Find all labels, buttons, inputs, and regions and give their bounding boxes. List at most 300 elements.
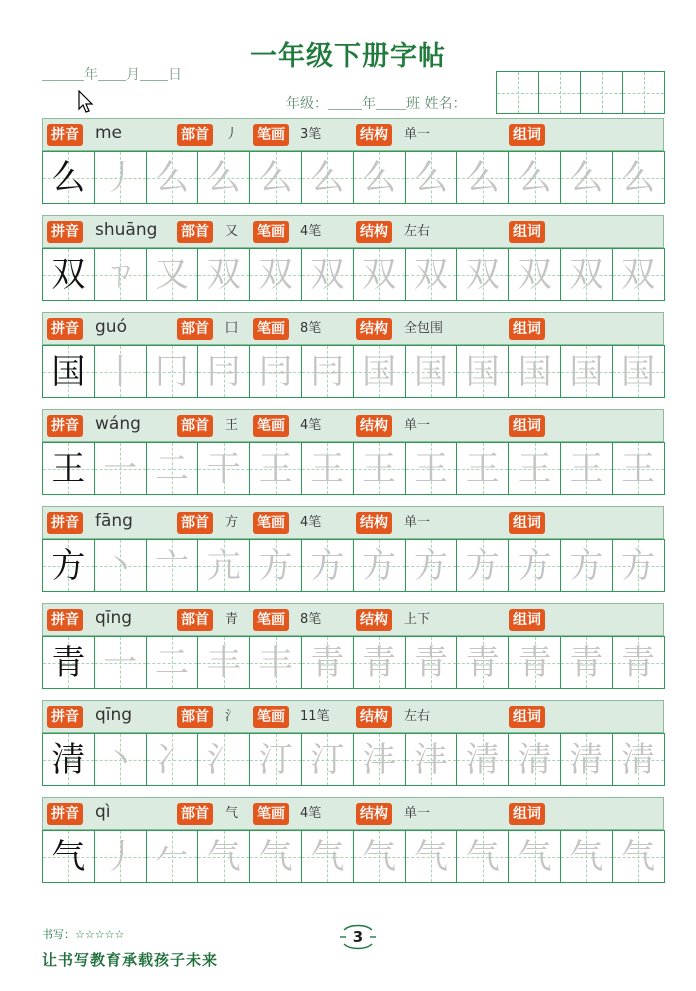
strokes-tag: 笔画 xyxy=(253,318,289,340)
writing-grid xyxy=(42,539,665,592)
page-number xyxy=(336,922,380,952)
character-info-bar xyxy=(42,215,664,248)
writing-grid xyxy=(42,151,665,204)
trace-character: 么 xyxy=(413,157,448,198)
trace-cell[interactable] xyxy=(561,248,613,301)
trace-character: 么 xyxy=(569,157,604,198)
trace-character: 国 xyxy=(413,351,448,392)
trace-character: 氵 xyxy=(206,739,241,780)
trace-cell[interactable] xyxy=(406,733,458,786)
strokes-value: 4笔 xyxy=(300,515,322,530)
trace-cell[interactable] xyxy=(250,539,302,592)
date-month-label: 月 xyxy=(126,67,140,83)
trace-character: 么 xyxy=(362,157,397,198)
trace-cell[interactable] xyxy=(509,636,561,689)
trace-character: 方 xyxy=(569,545,604,586)
pinyin-tag: 拼音 xyxy=(47,609,83,631)
trace-cell[interactable] xyxy=(613,539,665,592)
structure-value: 单一 xyxy=(404,418,431,433)
strokes-tag: 笔画 xyxy=(253,124,289,146)
pinyin-value: qì xyxy=(95,802,111,822)
class-label: 班 xyxy=(406,96,420,112)
trace-cell[interactable] xyxy=(95,442,147,495)
page-title: 一年级下册字帖 xyxy=(250,41,446,72)
trace-character: 王 xyxy=(362,448,397,489)
trace-character: 二 xyxy=(154,642,189,683)
trace-character: 么 xyxy=(206,157,241,198)
model-character-cell xyxy=(43,733,95,786)
radical-tag: 部首 xyxy=(177,318,213,340)
trace-cell[interactable] xyxy=(95,539,147,592)
trace-cell[interactable] xyxy=(613,345,665,398)
trace-cell[interactable] xyxy=(302,151,354,204)
trace-cell[interactable] xyxy=(509,248,561,301)
trace-character: 丶 xyxy=(103,739,138,780)
trace-character: 么 xyxy=(517,157,552,198)
trace-character: 丿 xyxy=(103,157,138,198)
trace-cell[interactable] xyxy=(354,442,406,495)
page-number-text: 3 xyxy=(352,928,364,946)
model-character: 清 xyxy=(51,739,86,780)
trace-character: 冃 xyxy=(206,351,241,392)
trace-character: 气 xyxy=(206,836,241,877)
trace-cell[interactable] xyxy=(302,442,354,495)
character-row xyxy=(42,603,664,700)
radical-tag: 部首 xyxy=(177,124,213,146)
trace-cell[interactable] xyxy=(509,345,561,398)
model-character: 国 xyxy=(51,351,86,392)
structure-tag: 结构 xyxy=(356,512,392,534)
trace-cell[interactable] xyxy=(250,830,302,883)
pinyin-value: wáng xyxy=(95,414,141,434)
trace-character: 双 xyxy=(569,254,604,295)
trace-cell[interactable] xyxy=(457,539,509,592)
trace-cell[interactable] xyxy=(95,248,147,301)
trace-cell[interactable] xyxy=(354,830,406,883)
trace-cell[interactable] xyxy=(250,636,302,689)
trace-cell[interactable] xyxy=(250,248,302,301)
trace-cell[interactable] xyxy=(561,539,613,592)
trace-character: 双 xyxy=(310,254,345,295)
pinyin-tag: 拼音 xyxy=(47,124,83,146)
model-character: 双 xyxy=(51,254,86,295)
date-line xyxy=(42,64,182,84)
trace-cell[interactable] xyxy=(457,345,509,398)
structure-value: 单一 xyxy=(404,127,431,142)
pinyin-tag: 拼音 xyxy=(47,706,83,728)
trace-cell[interactable] xyxy=(457,733,509,786)
radical-value: 青 xyxy=(225,612,239,627)
trace-cell[interactable] xyxy=(95,151,147,204)
trace-character: 冂 xyxy=(154,351,189,392)
trace-character: 气 xyxy=(413,836,448,877)
radical-value: 囗 xyxy=(225,321,239,336)
student-info xyxy=(286,93,466,113)
model-character: 方 xyxy=(51,545,86,586)
trace-cell[interactable] xyxy=(561,345,613,398)
trace-character: 方 xyxy=(517,545,552,586)
trace-cell[interactable] xyxy=(95,830,147,883)
words-tag: 组词 xyxy=(509,512,545,534)
grade-blank[interactable] xyxy=(328,95,362,110)
character-row xyxy=(42,506,664,603)
name-box[interactable] xyxy=(538,71,581,114)
trace-cell[interactable] xyxy=(406,151,458,204)
trace-cell[interactable] xyxy=(95,733,147,786)
trace-character: 青 xyxy=(621,642,656,683)
trace-character: 王 xyxy=(413,448,448,489)
trace-cell[interactable] xyxy=(509,539,561,592)
trace-cell[interactable] xyxy=(509,830,561,883)
trace-cell[interactable] xyxy=(302,539,354,592)
strokes-value: 11笔 xyxy=(300,709,330,724)
trace-character: 么 xyxy=(258,157,293,198)
trace-character: 双 xyxy=(621,254,656,295)
trace-cell[interactable] xyxy=(354,636,406,689)
trace-character: ㄗ xyxy=(103,254,138,295)
trace-cell[interactable] xyxy=(95,636,147,689)
trace-character: 双 xyxy=(206,254,241,295)
trace-character: 方 xyxy=(621,545,656,586)
practice-rows xyxy=(42,118,664,894)
trace-character: 国 xyxy=(621,351,656,392)
structure-value: 上下 xyxy=(404,612,431,627)
radical-tag: 部首 xyxy=(177,803,213,825)
trace-character: 清 xyxy=(517,739,552,780)
character-row xyxy=(42,312,664,409)
pinyin-tag: 拼音 xyxy=(47,221,83,243)
pinyin-value: qīng xyxy=(95,608,133,628)
trace-cell[interactable] xyxy=(457,442,509,495)
trace-cell[interactable] xyxy=(198,248,250,301)
words-tag: 组词 xyxy=(509,221,545,243)
radical-tag: 部首 xyxy=(177,706,213,728)
strokes-tag: 笔画 xyxy=(253,706,289,728)
trace-cell[interactable] xyxy=(147,830,199,883)
trace-character: 一 xyxy=(103,642,138,683)
date-day-label: 日 xyxy=(168,67,182,83)
trace-character: 王 xyxy=(310,448,345,489)
trace-cell[interactable] xyxy=(302,248,354,301)
trace-cell[interactable] xyxy=(509,442,561,495)
trace-cell[interactable] xyxy=(406,442,458,495)
day-blank[interactable] xyxy=(140,66,168,81)
trace-character: 冃 xyxy=(310,351,345,392)
trace-cell[interactable] xyxy=(147,636,199,689)
character-info-bar xyxy=(42,118,664,151)
words-tag: 组词 xyxy=(509,318,545,340)
trace-character: 青 xyxy=(362,642,397,683)
trace-cell[interactable] xyxy=(613,442,665,495)
strokes-tag: 笔画 xyxy=(253,221,289,243)
trace-character: 干 xyxy=(206,448,241,489)
radical-value: 方 xyxy=(225,515,239,530)
pinyin-tag: 拼音 xyxy=(47,803,83,825)
trace-cell[interactable] xyxy=(457,151,509,204)
trace-character: 气 xyxy=(465,836,500,877)
trace-cell[interactable] xyxy=(198,151,250,204)
trace-cell[interactable] xyxy=(406,345,458,398)
trace-cell[interactable] xyxy=(457,636,509,689)
model-character-cell xyxy=(43,345,95,398)
trace-character: 王 xyxy=(258,448,293,489)
trace-character: 丶 xyxy=(103,545,138,586)
trace-character: 气 xyxy=(517,836,552,877)
trace-character: 沣 xyxy=(413,739,448,780)
radical-tag: 部首 xyxy=(177,415,213,437)
trace-character: 亠 xyxy=(154,545,189,586)
trace-character: 双 xyxy=(413,254,448,295)
trace-cell[interactable] xyxy=(198,636,250,689)
trace-character: 冃 xyxy=(258,351,293,392)
pinyin-value: fāng xyxy=(95,511,133,531)
trace-character: 清 xyxy=(621,739,656,780)
model-character-cell xyxy=(43,539,95,592)
trace-character: 二 xyxy=(154,448,189,489)
trace-character: 方 xyxy=(362,545,397,586)
trace-cell[interactable] xyxy=(406,248,458,301)
trace-character: 双 xyxy=(465,254,500,295)
trace-cell[interactable] xyxy=(406,830,458,883)
character-row xyxy=(42,797,664,894)
words-tag: 组词 xyxy=(509,706,545,728)
trace-cell[interactable] xyxy=(561,636,613,689)
trace-character: 一 xyxy=(103,448,138,489)
trace-cell[interactable] xyxy=(250,442,302,495)
pinyin-value: me xyxy=(95,123,123,143)
trace-cell[interactable] xyxy=(509,151,561,204)
model-character: 王 xyxy=(51,448,86,489)
structure-value: 单一 xyxy=(404,515,431,530)
strokes-tag: 笔画 xyxy=(253,512,289,534)
trace-cell[interactable] xyxy=(250,151,302,204)
model-character: 气 xyxy=(51,836,86,877)
trace-character: 双 xyxy=(362,254,397,295)
strokes-tag: 笔画 xyxy=(253,609,289,631)
trace-cell[interactable] xyxy=(354,539,406,592)
radical-value: 王 xyxy=(225,418,239,433)
name-label: 姓名： xyxy=(424,96,467,112)
radical-tag: 部首 xyxy=(177,512,213,534)
pinyin-value: qīng xyxy=(95,705,133,725)
radical-value: 丿 xyxy=(225,127,239,142)
trace-cell[interactable] xyxy=(147,539,199,592)
trace-cell[interactable] xyxy=(561,733,613,786)
trace-cell[interactable] xyxy=(147,733,199,786)
writing-grid xyxy=(42,830,665,883)
trace-character: 王 xyxy=(621,448,656,489)
trace-character: 汀 xyxy=(310,739,345,780)
trace-character: 双 xyxy=(258,254,293,295)
trace-character: 汀 xyxy=(258,739,293,780)
trace-character: 方 xyxy=(258,545,293,586)
strokes-value: 4笔 xyxy=(300,418,322,433)
trace-cell[interactable] xyxy=(250,345,302,398)
radical-value: 又 xyxy=(225,224,239,239)
strokes-value: 4笔 xyxy=(300,806,322,821)
trace-character: 么 xyxy=(465,157,500,198)
radical-value: 气 xyxy=(225,806,239,821)
writing-grid xyxy=(42,345,665,398)
model-character-cell xyxy=(43,830,95,883)
trace-character: 气 xyxy=(258,836,293,877)
trace-cell[interactable] xyxy=(250,733,302,786)
trace-character: 么 xyxy=(310,157,345,198)
writing-grid xyxy=(42,442,665,495)
trace-character: 方 xyxy=(310,545,345,586)
trace-character: 又 xyxy=(154,254,189,295)
radical-tag: 部首 xyxy=(177,221,213,243)
trace-character: 沣 xyxy=(362,739,397,780)
trace-cell[interactable] xyxy=(613,248,665,301)
trace-character: 方 xyxy=(413,545,448,586)
words-tag: 组词 xyxy=(509,415,545,437)
model-character-cell xyxy=(43,636,95,689)
model-character-cell xyxy=(43,248,95,301)
trace-cell[interactable] xyxy=(147,151,199,204)
trace-cell[interactable] xyxy=(198,345,250,398)
trace-cell[interactable] xyxy=(613,733,665,786)
character-info-bar xyxy=(42,409,664,442)
words-tag: 组词 xyxy=(509,124,545,146)
character-row xyxy=(42,700,664,797)
trace-cell[interactable] xyxy=(457,830,509,883)
name-box[interactable] xyxy=(496,71,539,114)
trace-character: 丰 xyxy=(258,642,293,683)
strokes-value: 4笔 xyxy=(300,224,322,239)
trace-cell[interactable] xyxy=(354,151,406,204)
structure-value: 左右 xyxy=(404,224,431,239)
strokes-value: 8笔 xyxy=(300,612,322,627)
trace-character: 冫 xyxy=(154,739,189,780)
trace-cell[interactable] xyxy=(147,442,199,495)
trace-character: 青 xyxy=(569,642,604,683)
trace-character: 王 xyxy=(569,448,604,489)
radical-value: 氵 xyxy=(225,709,239,724)
trace-cell[interactable] xyxy=(198,539,250,592)
structure-tag: 结构 xyxy=(356,124,392,146)
trace-character: 双 xyxy=(517,254,552,295)
trace-character: 清 xyxy=(569,739,604,780)
writing-rating: 书写：☆☆☆☆☆ xyxy=(42,928,125,941)
trace-cell[interactable] xyxy=(354,345,406,398)
grade-year-label: 年 xyxy=(362,96,376,112)
trace-character: 清 xyxy=(465,739,500,780)
pinyin-tag: 拼音 xyxy=(47,318,83,340)
structure-value: 单一 xyxy=(404,806,431,821)
trace-character: 青 xyxy=(465,642,500,683)
radical-tag: 部首 xyxy=(177,609,213,631)
trace-cell[interactable] xyxy=(302,636,354,689)
trace-character: 气 xyxy=(621,836,656,877)
strokes-value: 8笔 xyxy=(300,321,322,336)
trace-cell[interactable] xyxy=(613,830,665,883)
trace-cell[interactable] xyxy=(302,733,354,786)
trace-character: 国 xyxy=(362,351,397,392)
trace-character: 青 xyxy=(517,642,552,683)
trace-character: 丰 xyxy=(206,642,241,683)
trace-cell[interactable] xyxy=(147,345,199,398)
character-info-bar xyxy=(42,700,664,733)
trace-cell[interactable] xyxy=(198,733,250,786)
structure-tag: 结构 xyxy=(356,318,392,340)
strokes-value: 3笔 xyxy=(300,127,322,142)
pinyin-tag: 拼音 xyxy=(47,512,83,534)
model-character: 青 xyxy=(51,642,86,683)
strokes-tag: 笔画 xyxy=(253,415,289,437)
trace-cell[interactable] xyxy=(509,733,561,786)
structure-tag: 结构 xyxy=(356,803,392,825)
trace-cell[interactable] xyxy=(406,636,458,689)
trace-cell[interactable] xyxy=(561,151,613,204)
trace-cell[interactable] xyxy=(613,636,665,689)
model-character-cell xyxy=(43,151,95,204)
trace-cell[interactable] xyxy=(561,442,613,495)
class-blank[interactable] xyxy=(376,95,406,110)
structure-tag: 结构 xyxy=(356,706,392,728)
character-row xyxy=(42,118,664,215)
trace-character: 王 xyxy=(465,448,500,489)
model-character-cell xyxy=(43,442,95,495)
character-info-bar xyxy=(42,506,664,539)
trace-character: 国 xyxy=(569,351,604,392)
date-year-label: 年 xyxy=(84,67,98,83)
grade-label: 年级： xyxy=(286,96,328,112)
character-row xyxy=(42,215,664,312)
trace-character: 气 xyxy=(362,836,397,877)
trace-character: 气 xyxy=(310,836,345,877)
words-tag: 组词 xyxy=(509,609,545,631)
name-box[interactable] xyxy=(622,71,665,114)
trace-cell[interactable] xyxy=(302,345,354,398)
trace-character: 国 xyxy=(517,351,552,392)
pinyin-value: guó xyxy=(95,317,127,337)
year-blank[interactable] xyxy=(42,66,84,81)
trace-cell[interactable] xyxy=(354,733,406,786)
trace-cell[interactable] xyxy=(302,830,354,883)
character-info-bar xyxy=(42,603,664,636)
trace-character: 王 xyxy=(517,448,552,489)
trace-character: 亢 xyxy=(206,545,241,586)
character-info-bar xyxy=(42,797,664,830)
mouse-pointer-icon xyxy=(78,90,94,114)
character-row xyxy=(42,409,664,506)
trace-cell[interactable] xyxy=(95,345,147,398)
trace-character: 国 xyxy=(465,351,500,392)
footer-slogan: 让书写教育承载孩子未来 xyxy=(42,951,219,969)
trace-cell[interactable] xyxy=(457,248,509,301)
name-grid xyxy=(497,71,665,114)
trace-cell[interactable] xyxy=(354,248,406,301)
trace-character: 青 xyxy=(413,642,448,683)
trace-character: 青 xyxy=(310,642,345,683)
trace-cell[interactable] xyxy=(198,442,250,495)
words-tag: 组词 xyxy=(509,803,545,825)
structure-tag: 结构 xyxy=(356,415,392,437)
trace-cell[interactable] xyxy=(613,151,665,204)
name-box[interactable] xyxy=(580,71,623,114)
trace-cell[interactable] xyxy=(561,830,613,883)
trace-cell[interactable] xyxy=(406,539,458,592)
trace-character: 方 xyxy=(465,545,500,586)
trace-character: 丨 xyxy=(103,351,138,392)
month-blank[interactable] xyxy=(98,66,126,81)
trace-cell[interactable] xyxy=(198,830,250,883)
structure-value: 左右 xyxy=(404,709,431,724)
writing-grid xyxy=(42,733,665,786)
structure-tag: 结构 xyxy=(356,221,392,243)
trace-cell[interactable] xyxy=(147,248,199,301)
